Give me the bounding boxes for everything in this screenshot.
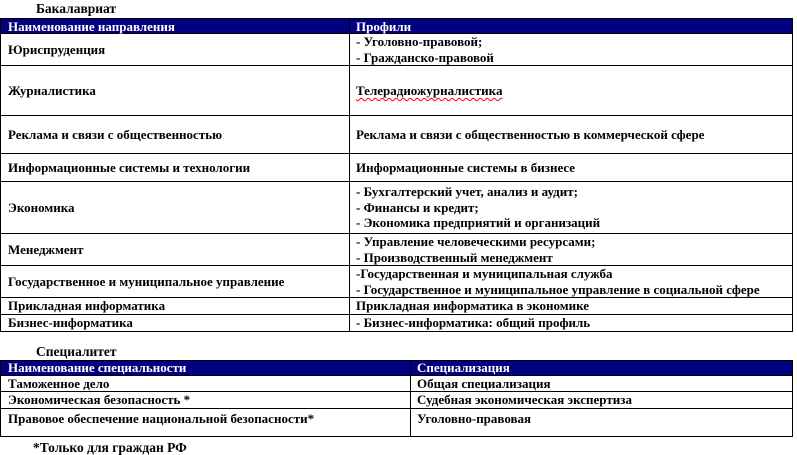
profiles-cell	[350, 34, 793, 66]
specialty-name: Правовое обеспечение национальной безопасности*	[1, 409, 411, 437]
profile-line: -Государственная и муниципальная служба	[356, 266, 613, 281]
column-header-specialization: Специализация	[411, 360, 793, 375]
specialization-cell: Уголовно-правовая	[411, 409, 793, 437]
table-row	[1, 266, 793, 298]
bachelor-header-row	[1, 19, 793, 34]
column-header-profiles: Профили	[350, 19, 793, 34]
profiles-cell	[350, 298, 793, 315]
table-row	[1, 234, 793, 266]
profiles-cell	[350, 315, 793, 332]
table-row	[1, 154, 793, 182]
table-row	[1, 34, 793, 66]
direction-name: Юриспруденция	[1, 34, 350, 66]
profile-line: - Бизнес-информатика: общий профиль	[356, 315, 591, 330]
direction-name: Прикладная информатика	[1, 298, 350, 315]
profile-line: - Производственный менеджмент	[356, 249, 553, 265]
table-row	[1, 409, 793, 437]
profile-line: - Уголовно-правовой;	[356, 34, 483, 49]
table-row	[1, 392, 793, 409]
profile-line: Прикладная информатика в экономике	[356, 298, 590, 314]
profile-line: - Государственное и муниципальное управление в социальной сфере	[356, 281, 760, 297]
direction-name: Реклама и связи с общественностью	[1, 116, 350, 154]
profile-line: - Бухгалтерский учет, анализ и аудит;	[356, 184, 578, 200]
direction-name: Менеджмент	[1, 234, 350, 266]
table-row	[1, 298, 793, 315]
specialist-header-row	[1, 360, 793, 375]
table-row	[1, 116, 793, 154]
profiles-cell	[350, 234, 793, 266]
specialist-table	[0, 360, 793, 438]
profile-line: - Управление человеческими ресурсами;	[356, 234, 596, 249]
misspelled-word: Телерадиожурналистика	[356, 82, 503, 98]
bachelor-title: Бакалавриат	[36, 1, 117, 16]
profile-line	[356, 83, 788, 99]
specialist-title: Специалитет	[36, 343, 117, 359]
table-row	[1, 315, 793, 332]
profiles-cell	[350, 116, 793, 154]
table-row	[1, 375, 793, 392]
specialty-name: Таможенное дело	[1, 375, 411, 392]
profiles-cell	[350, 182, 793, 234]
direction-name: Экономика	[1, 182, 350, 234]
direction-name: Бизнес-информатика	[1, 315, 350, 332]
direction-name: Журналистика	[1, 66, 350, 116]
profiles-cell	[350, 66, 793, 116]
direction-name: Информационные системы и технологии	[1, 154, 350, 182]
table-row	[1, 66, 793, 116]
profile-line: Реклама и связи с общественностью в коммерческой сфере	[356, 126, 705, 142]
bachelor-table	[0, 18, 793, 332]
direction-name: Государственное и муниципальное управление	[1, 266, 350, 298]
profile-line: - Экономика предприятий и организаций	[356, 215, 601, 231]
specialty-name: Экономическая безопасность *	[1, 392, 411, 409]
specialization-cell: Судебная экономическая экспертиза	[411, 392, 793, 409]
column-header-direction: Наименование направления	[1, 19, 350, 34]
profile-line: - Гражданско-правовой	[356, 49, 494, 65]
profiles-cell	[350, 154, 793, 182]
profile-line: Информационные системы в бизнесе	[356, 159, 576, 175]
footnote: *Только для граждан РФ	[33, 440, 187, 455]
specialization-cell: Общая специализация	[411, 375, 793, 392]
profiles-cell	[350, 266, 793, 298]
column-header-specialty: Наименование специальности	[1, 360, 411, 375]
profile-line: - Финансы и кредит;	[356, 199, 479, 215]
table-row	[1, 182, 793, 234]
